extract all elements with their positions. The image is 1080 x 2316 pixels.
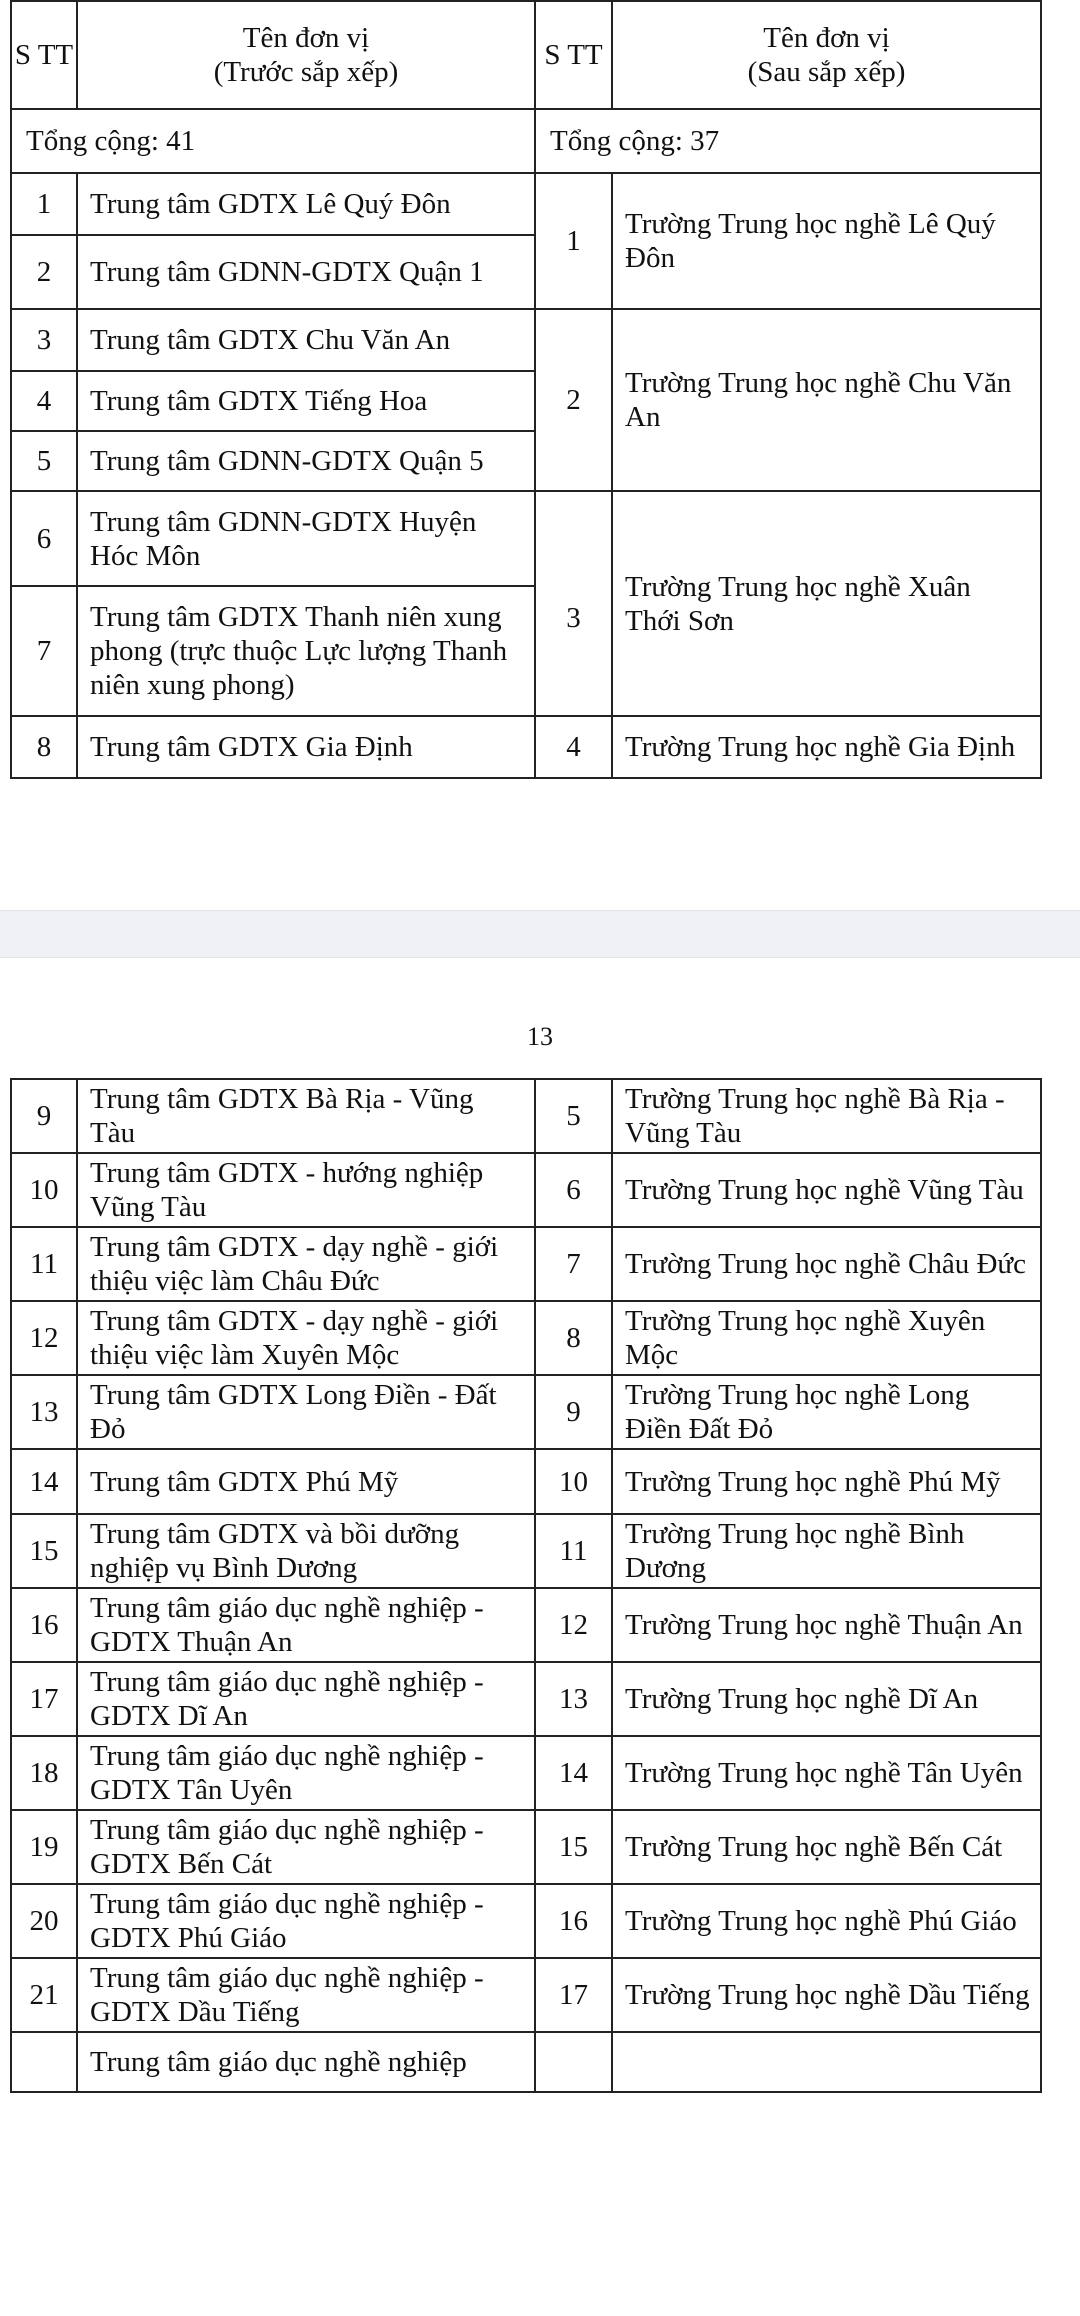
row-number-after: 11 — [535, 1514, 612, 1588]
unit-after: Trường Trung học nghề Dĩ An — [612, 1662, 1041, 1736]
table-row — [11, 1810, 1041, 1884]
row-number: 14 — [11, 1449, 77, 1514]
table-row — [11, 173, 1041, 235]
table-row — [11, 1301, 1041, 1375]
unit-after: Trường Trung học nghề Gia Định — [612, 716, 1041, 778]
row-number: 19 — [11, 1810, 77, 1884]
row-number: 5 — [11, 431, 77, 491]
unit-after: Trường Trung học nghề Chu Văn An — [612, 309, 1041, 491]
row-number: 4 — [11, 371, 77, 431]
unit-after: Trường Trung học nghề Vũng Tàu — [612, 1153, 1041, 1227]
table-row — [11, 1449, 1041, 1514]
unit-before: Trung tâm GDTX Thanh niên xung phong (trực thuộc Lực lượng Thanh niên xung phong) — [77, 586, 535, 716]
unit-before: Trung tâm GDTX Long Điền - Đất Đỏ — [77, 1375, 535, 1449]
row-number: 18 — [11, 1736, 77, 1810]
row-number-after: 4 — [535, 716, 612, 778]
unit-before: Trung tâm GDTX Tiếng Hoa — [77, 371, 535, 431]
row-number-after: 2 — [535, 309, 612, 491]
table-row — [11, 1588, 1041, 1662]
unit-after: Trường Trung học nghề Phú Giáo — [612, 1884, 1041, 1958]
header-before-title: Tên đơn vị — [242, 22, 370, 54]
unit-before: Trung tâm GDTX - dạy nghề - giới thiệu việc làm Châu Đức — [77, 1227, 535, 1301]
page-number: 13 — [527, 1022, 553, 1051]
unit-before: Trung tâm giáo dục nghề nghiệp - GDTX Thuận An — [77, 1588, 535, 1662]
document-page-12 — [0, 0, 1080, 910]
unit-after: Trường Trung học nghề Lê Quý Đôn — [612, 173, 1041, 309]
row-number-after: 15 — [535, 1810, 612, 1884]
unit-before: Trung tâm giáo dục nghề nghiệp - GDTX Dầu Tiếng — [77, 1958, 535, 2032]
row-number: 6 — [11, 491, 77, 586]
header-before-sub: (Trước sắp xếp) — [213, 56, 399, 88]
unit-after: Trường Trung học nghề Xuyên Mộc — [612, 1301, 1041, 1375]
unit-before: Trung tâm GDTX Bà Rịa - Vũng Tàu — [77, 1079, 535, 1153]
unit-after: Trường Trung học nghề Bà Rịa - Vũng Tàu — [612, 1079, 1041, 1153]
row-number: 7 — [11, 586, 77, 716]
unit-after: Trường Trung học nghề Bình Dương — [612, 1514, 1041, 1588]
unit-before: Trung tâm giáo dục nghề nghiệp - GDTX Dĩ An — [77, 1662, 535, 1736]
header-after-sub: (Sau sắp xếp) — [747, 56, 906, 88]
table-row — [11, 1153, 1041, 1227]
row-number-after: 14 — [535, 1736, 612, 1810]
unit-before: Trung tâm GDTX Lê Quý Đôn — [77, 173, 535, 235]
row-number: 15 — [11, 1514, 77, 1588]
row-number — [11, 2032, 77, 2092]
row-number: 10 — [11, 1153, 77, 1227]
row-number-after: 10 — [535, 1449, 612, 1514]
row-number: 11 — [11, 1227, 77, 1301]
table-row — [11, 1662, 1041, 1736]
table-row — [11, 1958, 1041, 2032]
unit-after: Trường Trung học nghề Phú Mỹ — [612, 1449, 1041, 1514]
header-before — [77, 1, 535, 109]
row-number: 12 — [11, 1301, 77, 1375]
unit-before: Trung tâm giáo dục nghề nghiệp - GDTX Tân Uyên — [77, 1736, 535, 1810]
unit-after: Trường Trung học nghề Bến Cát — [612, 1810, 1041, 1884]
conversion-table-part-2 — [10, 1078, 1042, 2093]
unit-after: Trường Trung học nghề Châu Đức — [612, 1227, 1041, 1301]
table-row — [11, 2032, 1041, 2092]
table-header-row — [11, 1, 1041, 109]
header-after-title: Tên đơn vị — [763, 22, 890, 54]
unit-before: Trung tâm GDTX Chu Văn An — [77, 309, 535, 371]
table-row — [11, 309, 1041, 371]
unit-before: Trung tâm GDTX Gia Định — [77, 716, 535, 778]
row-number-after: 5 — [535, 1079, 612, 1153]
table-row — [11, 491, 1041, 586]
unit-before: Trung tâm GDNN-GDTX Huyện Hóc Môn — [77, 491, 535, 586]
row-number-after: 8 — [535, 1301, 612, 1375]
page-separator — [0, 910, 1080, 958]
row-number-after: 3 — [535, 491, 612, 716]
table-row — [11, 1079, 1041, 1153]
unit-before: Trung tâm giáo dục nghề nghiệp - GDTX Bến Cát — [77, 1810, 535, 1884]
table-row — [11, 1736, 1041, 1810]
row-number: 3 — [11, 309, 77, 371]
row-number: 21 — [11, 1958, 77, 2032]
unit-before: Trung tâm GDNN-GDTX Quận 5 — [77, 431, 535, 491]
row-number-after: 12 — [535, 1588, 612, 1662]
row-number: 1 — [11, 173, 77, 235]
row-number-after: 17 — [535, 1958, 612, 2032]
unit-before: Trung tâm GDTX - dạy nghề - giới thiệu việc làm Xuyên Mộc — [77, 1301, 535, 1375]
unit-before: Trung tâm GDTX Phú Mỹ — [77, 1449, 535, 1514]
unit-before: Trung tâm GDTX và bồi dưỡng nghiệp vụ Bình Dương — [77, 1514, 535, 1588]
row-number-after: 13 — [535, 1662, 612, 1736]
unit-after: Trường Trung học nghề Dầu Tiếng — [612, 1958, 1041, 2032]
unit-before: Trung tâm GDTX - hướng nghiệp Vũng Tàu — [77, 1153, 535, 1227]
unit-before: Trung tâm giáo dục nghề nghiệp - GDTX Phú Giáo — [77, 1884, 535, 1958]
row-number: 8 — [11, 716, 77, 778]
unit-before: Trung tâm giáo dục nghề nghiệp — [77, 2032, 535, 2092]
row-number-after: 1 — [535, 173, 612, 309]
table-row — [11, 716, 1041, 778]
row-number: 20 — [11, 1884, 77, 1958]
row-number: 2 — [11, 235, 77, 309]
row-number-after: 9 — [535, 1375, 612, 1449]
table-row — [11, 1227, 1041, 1301]
row-number-after: 7 — [535, 1227, 612, 1301]
table-row — [11, 1884, 1041, 1958]
header-stt-before: S TT — [11, 1, 77, 109]
row-number-after: 16 — [535, 1884, 612, 1958]
row-number: 17 — [11, 1662, 77, 1736]
unit-before: Trung tâm GDNN-GDTX Quận 1 — [77, 235, 535, 309]
total-before: Tổng cộng: 41 — [11, 109, 535, 173]
row-number: 16 — [11, 1588, 77, 1662]
table-row — [11, 1514, 1041, 1588]
total-after: Tổng cộng: 37 — [535, 109, 1041, 173]
row-number: 13 — [11, 1375, 77, 1449]
unit-after: Trường Trung học nghề Thuận An — [612, 1588, 1041, 1662]
header-stt-after: S TT — [535, 1, 612, 109]
unit-after — [612, 2032, 1041, 2092]
row-number: 9 — [11, 1079, 77, 1153]
row-number-after: 6 — [535, 1153, 612, 1227]
unit-after: Trường Trung học nghề Long Điền Đất Đỏ — [612, 1375, 1041, 1449]
header-after — [612, 1, 1041, 109]
row-number-after — [535, 2032, 612, 2092]
totals-row — [11, 109, 1041, 173]
table-row — [11, 1375, 1041, 1449]
unit-after: Trường Trung học nghề Tân Uyên — [612, 1736, 1041, 1810]
unit-after: Trường Trung học nghề Xuân Thới Sơn — [612, 491, 1041, 716]
conversion-table-part-1 — [10, 0, 1042, 779]
document-page-13 — [0, 958, 1080, 2316]
